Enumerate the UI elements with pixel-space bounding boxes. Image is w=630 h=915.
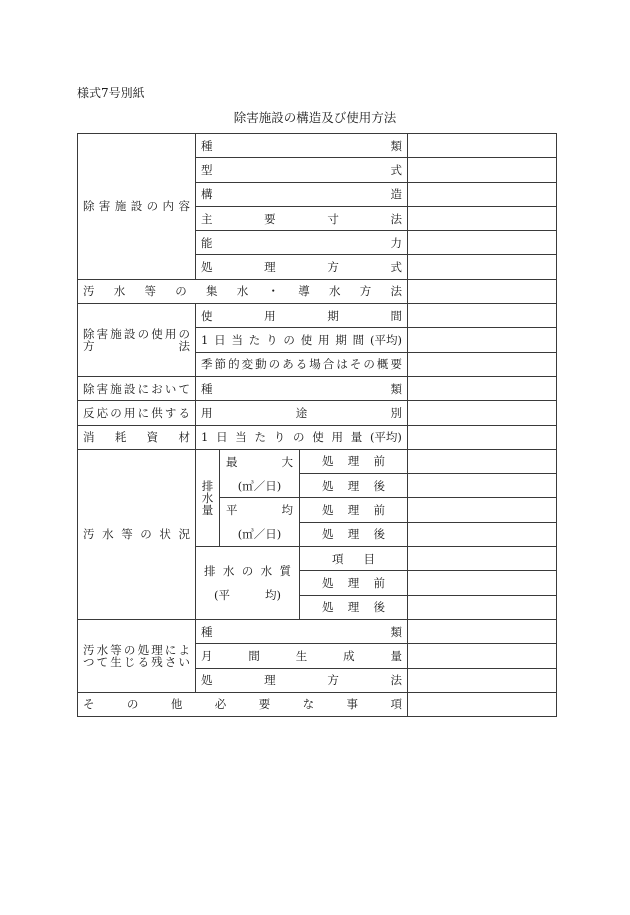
label-char: 主 — [201, 211, 213, 226]
label-char: 耗 — [114, 430, 127, 445]
justified-label — [322, 528, 385, 540]
label-char: の — [283, 332, 295, 347]
label-char: 前 — [373, 454, 385, 469]
label-char: 処 — [201, 673, 213, 688]
quality-item — [300, 547, 408, 571]
facility-content-label — [78, 134, 196, 280]
label-char: の — [110, 405, 122, 420]
input-cell[interactable] — [408, 352, 557, 376]
justified-label — [201, 431, 402, 443]
label-char: 汚 — [83, 527, 95, 542]
label-char: 能 — [201, 235, 213, 250]
max-unit: (㎥／日) — [220, 474, 300, 498]
justified-label — [322, 455, 385, 467]
input-cell[interactable] — [408, 182, 557, 206]
label-char: 処 — [201, 260, 213, 275]
label-char: 1 — [201, 332, 209, 347]
item-disposal-method — [196, 668, 408, 692]
label-char: 種 — [201, 381, 213, 396]
label-char: 月 — [201, 648, 213, 663]
before-treatment — [300, 571, 408, 595]
label-char: 用 — [201, 405, 213, 420]
label-char: 目 — [363, 551, 376, 566]
label-char: 用 — [318, 332, 330, 347]
wastewater-status-label — [78, 449, 196, 619]
label-char: 当 — [231, 332, 243, 347]
label-char: そ — [349, 357, 362, 372]
label-char: 質 — [279, 563, 291, 578]
label-char: に — [137, 381, 150, 396]
justified-label — [322, 480, 385, 492]
label-char: た — [254, 430, 267, 445]
label-char: 処 — [322, 575, 334, 590]
label-char: 処 — [322, 600, 334, 615]
label-char: 施 — [110, 381, 122, 396]
label-char: 処 — [322, 503, 334, 518]
document-title: 除害施設の構造及び使用方法 — [233, 110, 397, 125]
input-cell[interactable] — [408, 206, 557, 230]
label-part: 排 — [201, 478, 214, 493]
label-char: 理 — [264, 673, 276, 688]
justified-label — [83, 698, 402, 710]
label-char: 除 — [83, 199, 95, 214]
label-char: 成 — [343, 648, 355, 663]
label-char: 施 — [110, 326, 122, 341]
label-char: の — [126, 697, 139, 712]
label-char: 要 — [390, 357, 402, 372]
label-char: 設 — [123, 326, 136, 341]
label-char: る — [295, 357, 308, 372]
label-char: た — [248, 332, 261, 347]
label-char: す — [164, 405, 177, 420]
label-char: 理 — [347, 527, 360, 542]
label-char: 間 — [248, 648, 260, 663]
label-char: 的 — [228, 357, 240, 372]
label-char: 当 — [235, 430, 247, 445]
label-part: 均) — [265, 587, 281, 602]
label-char: 状 — [159, 527, 171, 542]
label-char: ・ — [267, 284, 279, 299]
label-char: の — [241, 563, 254, 578]
justified-label — [201, 383, 402, 395]
label-char: は — [336, 357, 348, 372]
label-char: 必 — [214, 697, 227, 712]
label-char: 日 — [216, 430, 228, 445]
label-char: 類 — [390, 381, 403, 396]
label-char: 用 — [331, 430, 343, 445]
label-char: 水 — [222, 563, 235, 578]
consumables-label-1 — [78, 376, 196, 400]
input-cell[interactable] — [408, 231, 557, 255]
label-char: よ — [178, 642, 190, 657]
label-char: 別 — [390, 405, 402, 420]
label-char: 応 — [96, 405, 109, 420]
label-char: 型 — [201, 162, 213, 177]
label-char: に — [164, 642, 177, 657]
label-char: 水 — [96, 642, 109, 657]
justified-label — [83, 285, 402, 297]
label-char: 場 — [309, 357, 321, 372]
label-char: 水 — [113, 284, 126, 299]
label-char: (平均) — [369, 332, 402, 347]
label-char: 項 — [332, 551, 344, 566]
label-char: 等 — [121, 527, 133, 542]
label-char: 集 — [206, 284, 218, 299]
item-monthly-generation — [196, 644, 408, 668]
label-char: (平均) — [369, 430, 402, 445]
justified-label — [201, 674, 402, 686]
label-char: 用 — [164, 326, 177, 341]
label-char: 処 — [322, 454, 334, 469]
justified-label — [83, 431, 190, 443]
justified-label — [204, 559, 291, 583]
input-cell[interactable] — [408, 328, 557, 352]
justified-label — [322, 601, 385, 613]
label-char: 処 — [322, 478, 334, 493]
label-part: 最 — [226, 454, 238, 469]
item-residue-type — [196, 619, 408, 643]
label-char: 事 — [346, 697, 359, 712]
label-char: の — [140, 527, 152, 542]
label-char: り — [273, 430, 286, 445]
label-char: の — [146, 199, 159, 214]
label-char: な — [302, 697, 315, 712]
input-cell[interactable] — [408, 522, 557, 546]
avg-unit: (㎥／日) — [220, 522, 300, 546]
label-char: 方 — [327, 260, 339, 275]
label-char: 類 — [390, 624, 403, 639]
label-char: 生 — [295, 648, 308, 663]
label-part: (平 — [214, 587, 230, 602]
label-char: 供 — [151, 405, 163, 420]
label-char: 理 — [151, 642, 163, 657]
label-char: 間 — [390, 308, 403, 323]
justified-label — [201, 213, 402, 225]
label-char: 等 — [110, 642, 122, 657]
label-char: 前 — [373, 503, 385, 518]
label-char: い — [178, 654, 190, 669]
justified-label — [322, 577, 385, 589]
input-cell[interactable] — [408, 498, 557, 522]
label-char: 水 — [102, 527, 114, 542]
input-cell[interactable] — [408, 134, 557, 158]
label-char: 処 — [322, 527, 334, 542]
label-char: 項 — [390, 697, 402, 712]
label-char: 残 — [151, 654, 163, 669]
label-char: 後 — [373, 600, 385, 615]
label-char: 汚 — [83, 284, 95, 299]
justified-label — [201, 407, 402, 419]
justified-label — [201, 237, 402, 249]
item-treatment-method — [196, 255, 408, 279]
justified-label — [83, 656, 190, 668]
label-char: 要 — [258, 697, 271, 712]
input-cell[interactable] — [408, 376, 557, 400]
input-cell[interactable] — [408, 158, 557, 182]
label-char: そ — [83, 697, 95, 712]
justified-label — [201, 310, 402, 322]
input-cell[interactable] — [408, 474, 557, 498]
label-char: 寸 — [327, 211, 339, 226]
justified-label — [201, 188, 402, 200]
structure-usage-table — [77, 133, 557, 717]
justified-label — [201, 626, 402, 638]
label-char: 間 — [352, 332, 365, 347]
label-char: て — [96, 654, 109, 669]
label-char: 日 — [214, 332, 226, 347]
label-char: 期 — [335, 332, 347, 347]
label-char: 使 — [151, 326, 163, 341]
collection-method-label — [78, 279, 408, 303]
label-char: 動 — [255, 357, 267, 372]
label-char: 式 — [390, 162, 403, 177]
label-char: 方 — [359, 284, 372, 299]
label-char: 水 — [236, 284, 249, 299]
before-treatment — [300, 498, 408, 522]
max-label — [220, 449, 300, 473]
input-cell[interactable] — [408, 304, 557, 328]
label-char: の — [363, 357, 375, 372]
justified-label — [201, 650, 402, 662]
label-char: 類 — [390, 138, 403, 153]
label-char: 季 — [201, 357, 213, 372]
label-char: る — [178, 405, 190, 420]
label-char: 汚 — [83, 642, 95, 657]
label-char: 法 — [390, 673, 403, 688]
justified-label — [201, 140, 402, 152]
label-char: 除 — [83, 326, 95, 341]
label-char: の — [268, 357, 281, 372]
label-char: さ — [164, 654, 177, 669]
label-part: 均 — [281, 503, 293, 518]
after-treatment — [300, 474, 408, 498]
label-char: の — [178, 326, 190, 341]
water-quality-label — [196, 547, 300, 620]
label-char: 造 — [390, 187, 403, 202]
justified-label — [201, 261, 402, 273]
item-model — [196, 158, 408, 182]
label-char: 期 — [327, 308, 339, 323]
justified-label — [201, 164, 402, 176]
discharge-volume-label — [196, 449, 220, 546]
label-char: 他 — [170, 697, 183, 712]
label-char: 導 — [298, 284, 310, 299]
label-char: 用 — [123, 405, 136, 420]
input-cell[interactable] — [408, 547, 557, 571]
justified-label — [201, 334, 402, 346]
input-cell[interactable] — [408, 425, 557, 449]
item-dimensions — [196, 206, 408, 230]
label-char: 使 — [201, 308, 213, 323]
input-cell[interactable] — [408, 449, 557, 473]
label-char: 材 — [178, 430, 190, 445]
justified-label — [83, 200, 190, 212]
justified-label — [83, 328, 190, 340]
item-usage-category — [196, 401, 408, 425]
label-char: 容 — [178, 199, 190, 214]
label-char: い — [164, 381, 177, 396]
label-char: 式 — [390, 260, 403, 275]
label-char: 使 — [312, 430, 324, 445]
label-char: 合 — [322, 357, 335, 372]
justified-label — [83, 528, 190, 540]
label-char: の — [123, 642, 136, 657]
item-consumable-type — [196, 376, 408, 400]
item-seasonal-variation — [196, 352, 408, 376]
label-char: 処 — [137, 642, 150, 657]
item-daily-consumption — [196, 425, 408, 449]
label-char: 水 — [260, 563, 273, 578]
label-char: 法 — [390, 284, 402, 299]
before-treatment — [300, 449, 408, 473]
label-char: の — [293, 430, 305, 445]
after-treatment — [300, 522, 408, 546]
label-part: 水 — [201, 490, 214, 505]
item-capacity — [196, 231, 408, 255]
label-char: の — [137, 326, 150, 341]
input-cell[interactable] — [408, 668, 557, 692]
label-char: 構 — [201, 187, 213, 202]
label-char: 法 — [390, 211, 403, 226]
label-char: 1 — [201, 430, 209, 445]
item-structure — [196, 182, 408, 206]
label-char: の — [175, 284, 187, 299]
input-cell[interactable] — [408, 692, 557, 716]
justified-label — [83, 407, 190, 419]
label-char: 害 — [96, 326, 109, 341]
label-char: 等 — [144, 284, 156, 299]
label-char: 後 — [373, 527, 385, 542]
label-char: 害 — [96, 381, 109, 396]
label-char: 方 — [327, 673, 339, 688]
label-char: お — [151, 381, 163, 396]
label-char: 設 — [123, 381, 136, 396]
input-cell[interactable] — [408, 644, 557, 668]
input-cell[interactable] — [408, 619, 557, 643]
label-char: 概 — [376, 357, 389, 372]
label-char: 理 — [347, 454, 360, 469]
consumables-label-2 — [78, 401, 196, 425]
label-char: 反 — [83, 405, 95, 420]
label-char: 排 — [204, 563, 216, 578]
item-daily-usage-period — [196, 328, 408, 352]
usage-method-label — [78, 304, 196, 377]
label-char: 量 — [390, 648, 402, 663]
label-char: 内 — [162, 199, 175, 214]
label-char: 生 — [110, 654, 122, 669]
label-char: 種 — [201, 138, 213, 153]
label-char: 理 — [347, 575, 360, 590]
label-char: 水 — [329, 284, 341, 299]
label-part: 平 — [226, 503, 238, 518]
label-char: 設 — [130, 199, 143, 214]
label-char: 要 — [264, 211, 276, 226]
label-char: 理 — [264, 260, 276, 275]
label-part: 方 — [83, 339, 95, 354]
label-char: 害 — [98, 199, 111, 214]
label-char: 後 — [373, 478, 385, 493]
residue-label — [78, 619, 196, 692]
label-char: 量 — [350, 430, 363, 445]
label-char: 理 — [347, 600, 360, 615]
label-char: 前 — [373, 575, 385, 590]
label-part: 法 — [178, 339, 190, 354]
label-char: 除 — [83, 381, 95, 396]
label-char: 使 — [300, 332, 313, 347]
label-char: つ — [83, 654, 95, 669]
input-cell[interactable] — [408, 401, 557, 425]
input-cell[interactable] — [408, 595, 557, 619]
label-char: じ — [123, 654, 136, 669]
label-char: 変 — [241, 357, 254, 372]
form-number: 様式7号別紙 — [77, 86, 145, 100]
label-char: 途 — [295, 405, 308, 420]
label-char: て — [178, 381, 190, 396]
input-cell[interactable] — [408, 255, 557, 279]
label-char: る — [137, 654, 150, 669]
label-char: あ — [282, 357, 294, 372]
label-char: 況 — [178, 527, 190, 542]
input-cell[interactable] — [408, 279, 557, 303]
other-matters-label — [78, 692, 408, 716]
justified-label — [332, 553, 375, 565]
label-part: 量 — [201, 502, 214, 517]
label-char: り — [266, 332, 278, 347]
justified-label — [83, 383, 190, 395]
label-char: 理 — [347, 503, 360, 518]
label-char: 理 — [347, 478, 360, 493]
label-char: 種 — [201, 624, 213, 639]
label-part: 大 — [281, 454, 293, 469]
input-cell[interactable] — [408, 571, 557, 595]
label-char: 力 — [390, 235, 403, 250]
after-treatment — [300, 595, 408, 619]
item-usage-period — [196, 304, 408, 328]
label-char: 資 — [146, 430, 159, 445]
label-char: に — [137, 405, 150, 420]
label-char: 消 — [83, 430, 95, 445]
justified-label — [201, 358, 402, 370]
item-type — [196, 134, 408, 158]
avg-label — [220, 498, 300, 522]
label-char: 施 — [114, 199, 127, 214]
label-char: 用 — [264, 308, 276, 323]
label-char: 節 — [214, 357, 227, 372]
consumables-label-3 — [78, 425, 196, 449]
justified-label — [322, 504, 385, 516]
